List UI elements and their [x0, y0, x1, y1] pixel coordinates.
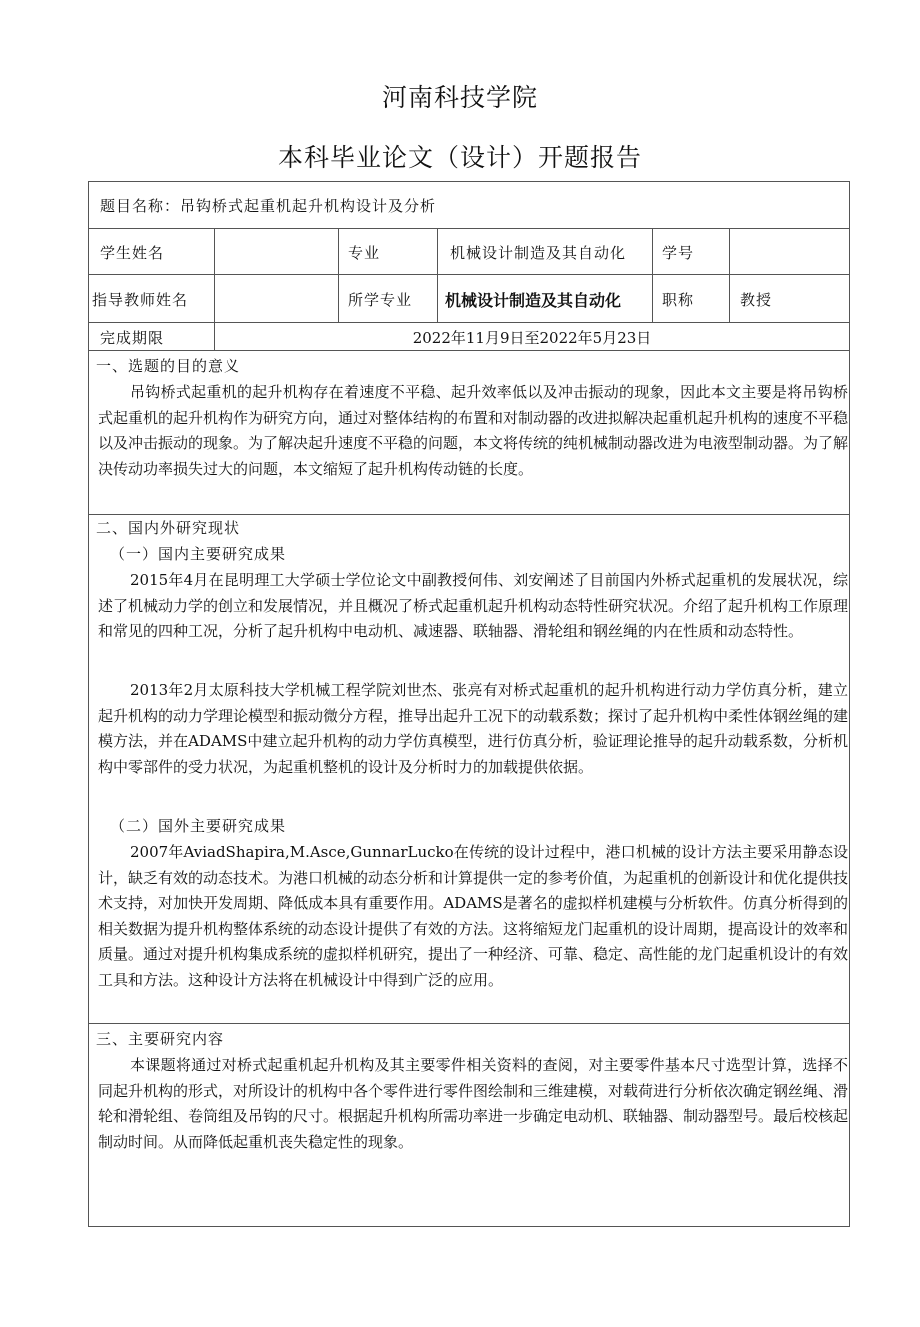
section-3-heading: 三、主要研究内容 [96, 1030, 225, 1048]
col-divider [652, 228, 653, 322]
row-divider [88, 350, 850, 351]
section-divider [88, 1023, 850, 1024]
academic-title-label: 职称 [662, 291, 695, 309]
domestic-paragraph-1: 2015年4月在昆明理工大学硕士学位论文中副教授何伟、刘安阐述了目前国内外桥式起重机的发展状况，综述了机械动力学的创立和发展情况，并且概况了桥式起重机起升机构动态特性研究状况。介绍了起升机构工作原理和常见的四种工况，分析了起升机构中电动机、减速器、联轴器、滑轮组和钢丝绳的内在性质和动态特性。 [98, 571, 849, 640]
student-name-label: 学生姓名 [100, 244, 165, 262]
topic-name: 题目名称：吊钩桥式起重机起升机构设计及分析 [100, 197, 437, 215]
academic-title-value: 教授 [740, 291, 773, 309]
section-3-text: 本课题将通过对桥式起重机起升机构及其主要零件相关资料的查阅，对主要零件基本尺寸选型计算，选择不同起升机构的形式，对所设计的机构中各个零件进行零件图绘制和三维建模，对载荷进行分析依次确定钢丝绳、滑轮和滑轮组、卷筒组及吊钩的尺寸。根据起升机构所需功率进一步确定电动机、联轴器、制动器型号。最后校核起制动时间。从而降低起重机丧失稳定性的现象。 [98, 1056, 849, 1151]
row-divider [88, 274, 850, 275]
domestic-research-heading: （一）国内主要研究成果 [110, 545, 287, 563]
major-label: 专业 [348, 244, 381, 262]
advisor-major-label: 所学专业 [348, 291, 413, 309]
col-divider [729, 228, 730, 322]
advisor-name-label: 指导教师姓名 [92, 291, 189, 309]
major-value: 机械设计制造及其自动化 [450, 244, 627, 262]
advisor-major-value: 机械设计制造及其自动化 [445, 291, 622, 310]
student-id-label: 学号 [662, 244, 695, 262]
foreign-research-heading: （二）国外主要研究成果 [110, 817, 287, 835]
section-1-text: 吊钩桥式起重机的起升机构存在着速度不平稳、起升效率低以及冲击振动的现象，因此本文主要是将吊钩桥式起重机的起升机构作为研究方向，通过对整体结构的布置和对制动器的改进拟解决起重机起升机构的速度不平稳以及冲击振动的现象。为了解决起升速度不平稳的问题，本文将传统的纯机械制动器改进为电液型制动器。为了解决传动功率损失过大的问题，本文缩短了起升机构传动链的长度。 [98, 383, 849, 478]
period-value: 2022年11月9日至2022年5月23日 [412, 329, 652, 347]
col-divider [338, 228, 339, 322]
document-title: 本科毕业论文（设计）开题报告 [277, 143, 642, 172]
row-divider [88, 322, 850, 323]
school-name: 河南科技学院 [381, 83, 538, 112]
col-divider [437, 228, 438, 322]
foreign-paragraph: 2007年AviadShapira,M.Asce,GunnarLucko在传统的设计过程中，港口机械的设计方法主要采用静态设计，缺乏有效的动态技术。为港口机械的动态分析和计算提供一定的参考价值，为起重机的创新设计和优化提供技术支持，对加快开发周期、降低成本具有重要作用。ADAMS是著名的虚拟样机建模与分析软件。仿真分析得到的相关数据为提升机构整体系统的动态设计提供了有效的方法。这将缩短龙门起重机的设计周期，提高设计的效率和质量。通过对提升机构集成系统的虚拟样机研究，提出了一种经济、可靠、稳定、高性能的龙门起重机设计的有效工具和方法。这种设计方法将在机械设计中得到广泛的应用。 [98, 843, 849, 989]
section-1-heading: 一、选题的目的意义 [96, 357, 241, 375]
row-divider [88, 228, 850, 229]
domestic-paragraph-2: 2013年2月太原科技大学机械工程学院刘世杰、张亮有对桥式起重机的起升机构进行动力学仿真分析，建立起升机构的动力学理论模型和振动微分方程，推导出起升工况下的动载系数；探讨了起升机构中柔性体钢丝绳的建模方法，并在ADAMS中建立起升机构的动力学仿真模型，进行仿真分析，验证理论推导的起升动载系数，分析机构中零部件的受力状况，为起重机整机的设计及分析时力的加载提供依据。 [98, 681, 849, 776]
period-label: 完成期限 [100, 329, 165, 347]
section-divider [88, 514, 850, 515]
section-2-heading: 二、国内外研究现状 [96, 519, 241, 537]
